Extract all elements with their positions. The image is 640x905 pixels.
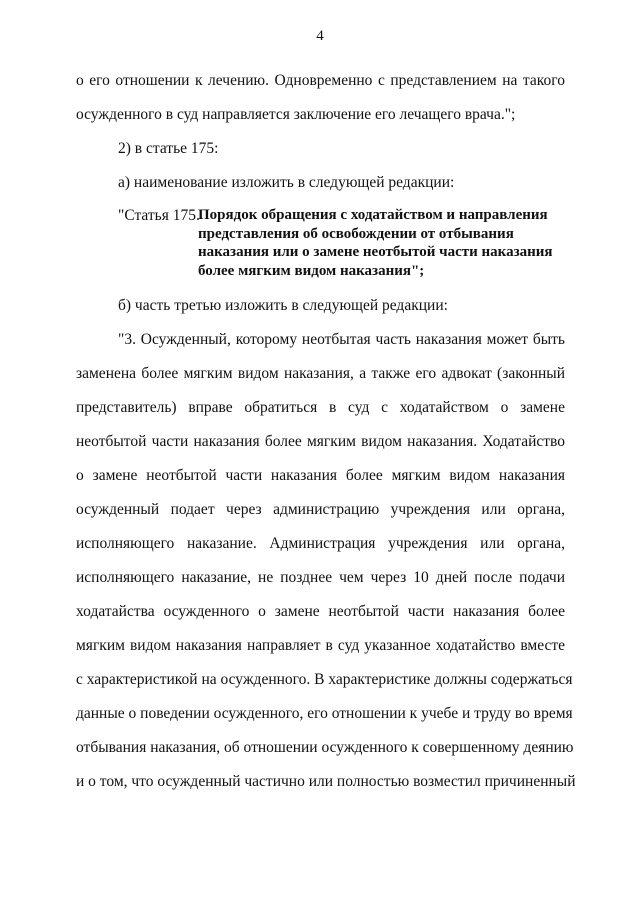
text-line: представитель) вправе обратиться в суд с ходатайством о замене (76, 399, 565, 416)
text-line: исполняющего наказание, не позднее чем через 10 дней после подачи (76, 569, 565, 586)
text-line: "3. Осужденный, которому неотбытая часть наказания может быть (118, 331, 565, 348)
text-line: 2) в статье 175: (118, 140, 219, 157)
text-line: данные о поведении осужденного, его отношении к учебе и труду во время (76, 705, 573, 722)
article-title: Порядок обращения с ходатайством и направления представления об освобождении от отбывания наказания или о замене неотбытой части наказания более мягким видом наказания"; (198, 207, 553, 279)
text-line: и о том, что осужденный частично или полностью возместил причиненный (76, 773, 576, 790)
text-line: ходатайства осужденного о замене неотбытой части наказания более (76, 603, 565, 620)
text-line: отбывания наказания, об отношении осужденного к совершенному деянию (76, 739, 574, 756)
text-line: осужденный подает через администрацию учреждения или органа, (76, 501, 565, 518)
article-prefix: "Статья 175. (118, 207, 200, 224)
text-line: мягким видом наказания направляет в суд указанное ходатайство вместе (76, 637, 565, 654)
page-number: 4 (316, 28, 324, 44)
text-line: о замене неотбытой части наказания более мягким видом наказания (76, 467, 565, 484)
text-line: с характеристикой на осужденного. В характеристике должны содержаться (76, 671, 573, 688)
text-line: заменена более мягким видом наказания, а также его адвокат (законный (76, 365, 565, 382)
text-line: осужденного в суд направляется заключение его лечащего врача."; (76, 106, 516, 123)
text-line: исполняющего наказание. Администрация учреждения или органа, (76, 535, 565, 552)
text-line: а) наименование изложить в следующей редакции: (118, 174, 455, 191)
text-line: б) часть третью изложить в следующей редакции: (118, 297, 448, 314)
text-line: о его отношении к лечению. Одновременно с представлением на такого (76, 72, 565, 89)
text-line: неотбытой части наказания более мягким видом наказания. Ходатайство (76, 433, 565, 450)
